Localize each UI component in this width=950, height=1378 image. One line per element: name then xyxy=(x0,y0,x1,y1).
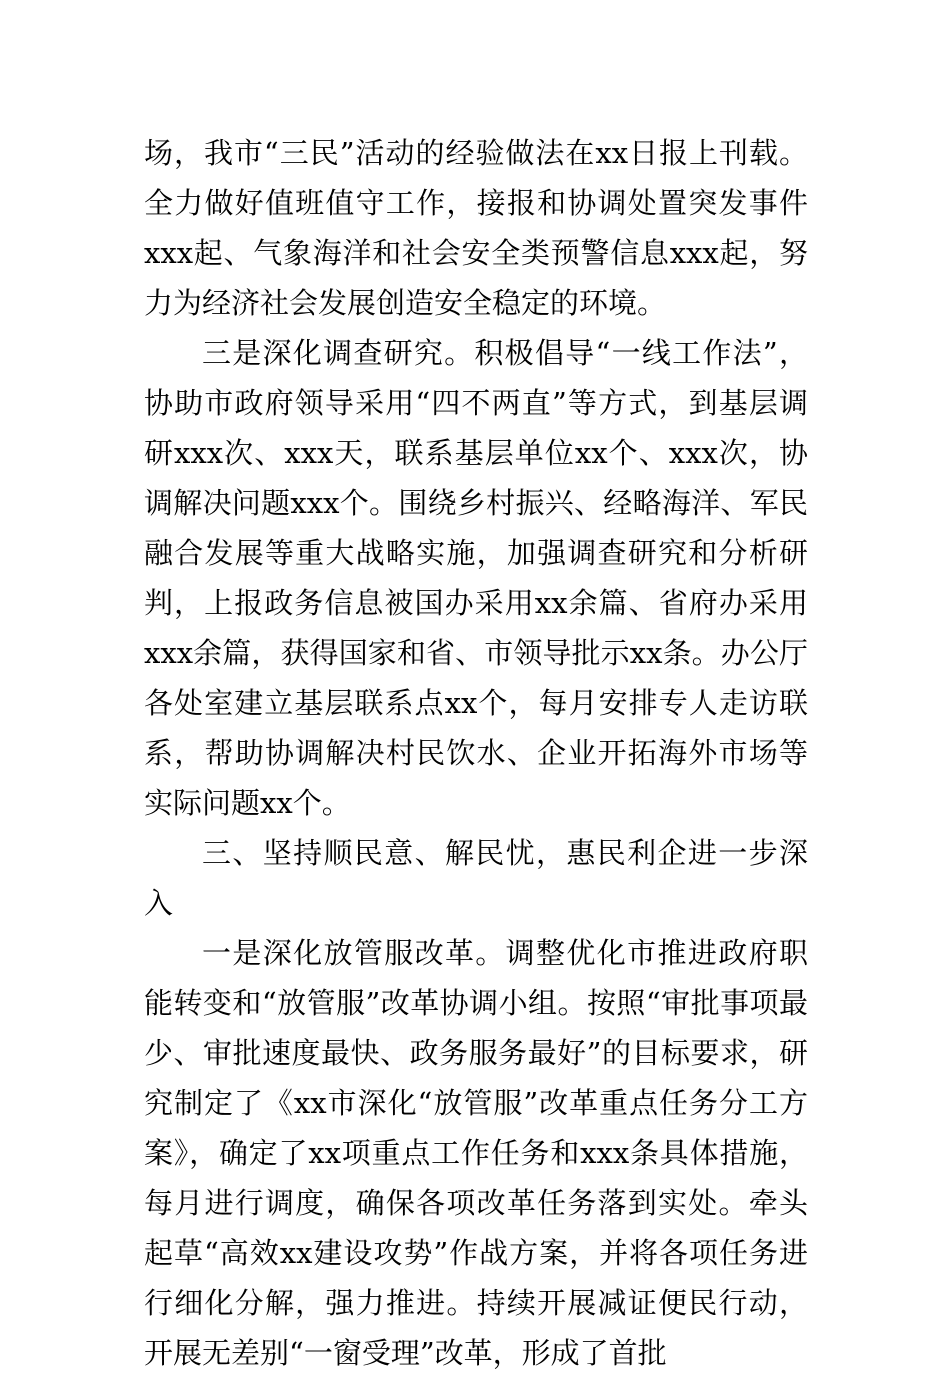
document-body xyxy=(144,128,808,1378)
paragraph-research: 三是深化调查研究。积极倡导“一线工作法”，协助市政府领导采用“四不两直”等方式，到基层调研xxx次、xxx天，联系基层单位xx个、xxx次，协调解决问题xxx个。围绕乡村振兴、经略海洋、军民融合发展等重大战略实施，加强调查研究和分析研判，上报政务信息被国办采用xx余篇、省府办采用xxx余篇，获得国家和省、市领导批示xx条。办公厅各处室建立基层联系点xx个，每月安排专人走访联系，帮助协调解决村民饮水、企业开拓海外市场等实际问题xx个。 xyxy=(144,336,808,820)
paragraph-continuation: 场，我市“三民”活动的经验做法在xx日报上刊载。全力做好值班值守工作，接报和协调处置突发事件xxx起、气象海洋和社会安全类预警信息xxx起，努力为经济社会发展创造安全稳定的环境。 xyxy=(144,136,808,320)
section-heading: 三、坚持顺民意、解民忧，惠民利企进一步深入 xyxy=(144,836,808,920)
paragraph-reform: 一是深化放管服改革。调整优化市推进政府职能转变和“放管服”改革协调小组。按照“审批事项最少、审批速度最快、政务服务最好”的目标要求，研究制定了《xx市深化“放管服”改革重点任务分工方案》，确定了xx项重点工作任务和xxx条具体措施，每月进行调度，确保各项改革任务落到实处。牵头起草“高效xx建设攻势”作战方案，并将各项任务进行细化分解，强力推进。持续开展减证便民行动，开展无差别“一窗受理”改革，形成了首批 xyxy=(144,936,808,1370)
